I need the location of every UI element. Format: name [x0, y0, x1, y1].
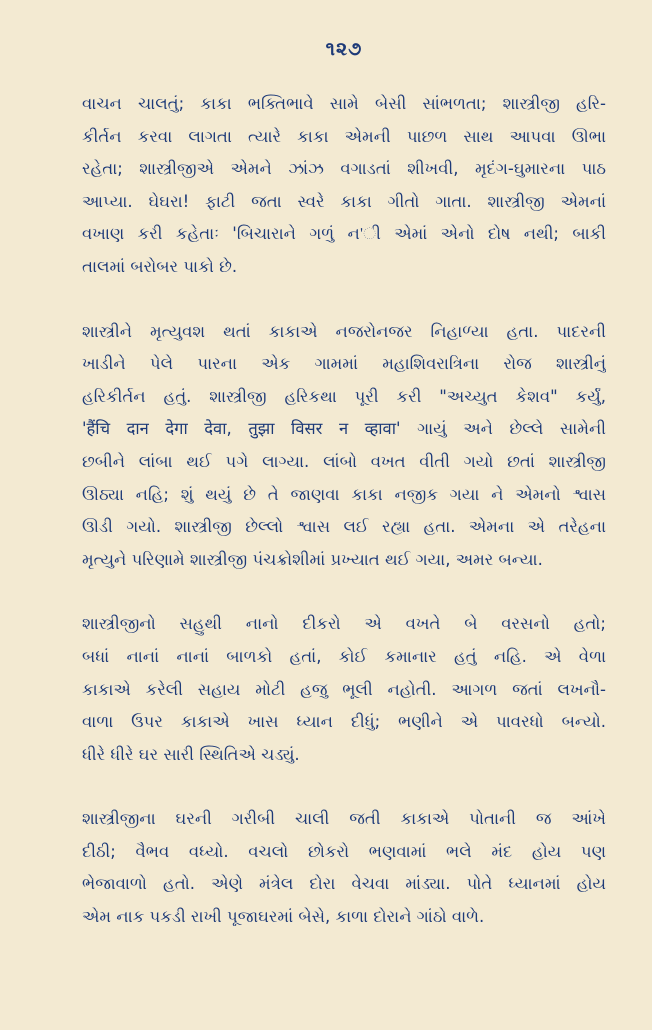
text-line: દીઠી; વૈભવ વધ્યો. વચલો છોકરો ભણવામાં ભલે મંદ હોય પણ [82, 841, 606, 861]
text-line: શાસ્ત્રીજીના ઘરની ગરીબી ચાલી જતી કાકાએ પોતાની જ આંખે [82, 809, 606, 829]
text-line: કાકાએ કરેલી સહાય મોટી હજુ ભૂલી નહોતી. આગળ જતાં લખનૌ- [82, 679, 606, 699]
text-line: વાચન ચાલતું; કાકા ભક્તિભાવે સામે બેસી સાંભળતા; શાસ્ત્રીજી હરિ- [82, 94, 606, 113]
paragraph [82, 316, 606, 577]
text-line: રહેતા; શાસ્ત્રીજીએ એમને ઝાંઝ વગાડતાં શીખવી, મૃદંગ-ઘુમારના પાઠ [82, 159, 606, 179]
paragraph [82, 608, 606, 771]
text-line: ખાડીને પેલે પારના એક ગામમાં મહાશિવરાત્રિના રોજ શાસ્ત્રીનું [82, 354, 606, 374]
text-line: મૃત્યુને પરિણામે શાસ્ત્રીજી પંચક્રોશીમાં પ્રખ્યાત થઈ ગયા, અમર બન્યા. [82, 549, 543, 569]
text-line: તાલમાં બરોબર પાકો છે. [82, 256, 238, 276]
text-line: શાસ્ત્રીજીનો સહુથી નાનો દીકરો એ વખતે બે વરસનો હતો; [82, 614, 606, 634]
paragraph [82, 88, 606, 284]
text-line: વાળા ઉપર કાકાએ ખાસ ધ્યાન દીધું; ભણીને એ પાવરધો બન્યો. [82, 712, 606, 732]
text-line: આપ્યા. ઘેઘરા! ફાટી જતા સ્વરે કાકા ગીતો ગાતા. શાસ્ત્રીજી એમનાં [82, 191, 606, 211]
text-line: એમ નાક પકડી રાખી પૂજાઘરમાં બેસે, કાળા દોરાને ગાંઠો વાળે. [82, 907, 485, 927]
body-text [82, 88, 606, 934]
paragraph [82, 803, 606, 933]
text-line: બધાં નાનાં નાનાં બાળકો હતાં, કોઈ કમાનાર હતું નહિ. એ વેળા [82, 646, 606, 666]
page-number: ૧૨૭ [325, 38, 363, 60]
text-line: વખાણ કરી કહેતાઃ 'બિચારાને ગળું ન'ી એમાં એનો દોષ નથી; બાકી [82, 224, 606, 244]
text-line: ઊડી ગયો. શાસ્ત્રીજી છેલ્લો શ્વાસ લઈ રહ્યા હતા. એમના એ તરેહના [82, 517, 606, 537]
text-line: છબીને લાંબા થઈ પગે લાગ્યા. લાંબો વખત વીતી ગયો છતાં શાસ્ત્રીજી [82, 451, 606, 471]
text-line: ઊઠ્યા નહિ; શું થયું છે તે જાણવા કાકા નજીક ગયા ને એમનો શ્વાસ [82, 484, 606, 504]
text-line: હરિકીર્તન હતું. શાસ્ત્રીજી હરિકથા પૂરી કરી "અચ્યુત કેશવ" કર્યું, [82, 386, 606, 406]
text-line: 'हैंचि दान देगा देवा, तुझा विसर न व्हावा' ગાયું અને છેલ્લે સામેની [82, 419, 606, 439]
text-line: ધીરે ધીરે ઘર સારી સ્થિતિએ ચડ્યું. [82, 744, 300, 764]
text-line: ભેજાવાળો હતો. એણે મંત્રેલ દોરા વેચવા માંડ્યા. પોતે ધ્યાનમાં હોય [82, 874, 606, 894]
text-line: કીર્તન કરવા લાગતા ત્યારે કાકા એમની પાછળ સાથ આપવા ઊભા [82, 126, 606, 146]
text-line: શાસ્ત્રીને મૃત્યુવશ થતાં કાકાએ નજરોનજર નિહાળ્યા હતા. પાદરની [82, 321, 606, 341]
